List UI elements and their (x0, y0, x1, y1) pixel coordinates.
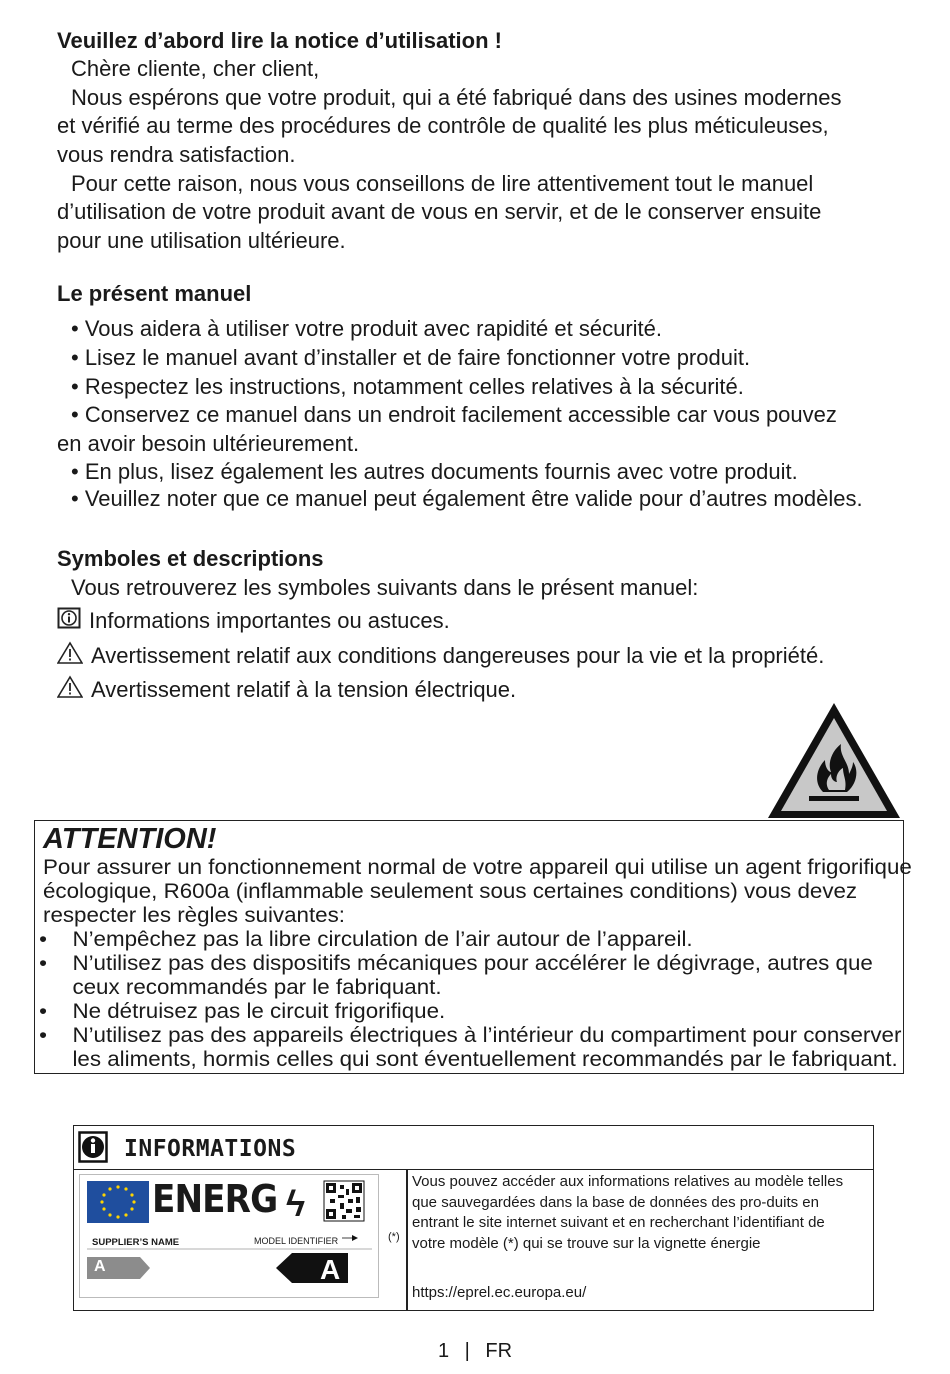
footer-separator: | (464, 1340, 470, 1362)
warning-icon (57, 641, 91, 671)
information-title: INFORMATIONS (124, 1136, 297, 1162)
information-header (74, 1126, 873, 1170)
information-url[interactable]: https://eprel.ec.europa.eu/ (412, 1284, 587, 1301)
symbol-row-warning (57, 641, 824, 671)
page-number: 1 (437, 1340, 450, 1362)
lightning-icon: ϟ (286, 1183, 306, 1224)
attention-item: • Ne détruisez pas le circuit frigorifique. (39, 999, 446, 1023)
manual-bullet: • Lisez le manuel avant d’installer et de faire fonctionner votre produit. (71, 345, 751, 370)
intro-line: Nous espérons que votre produit, qui a été fabriqué dans des usines modernes (71, 85, 842, 110)
intro-line: d’utilisation de votre produit avant de vous en servir, et de le conserver ensuite (57, 199, 822, 224)
energy-label-supplier: SUPPLIER’S NAME (92, 1237, 180, 1248)
energy-label-model: MODEL IDENTIFIER (254, 1236, 339, 1246)
language-code: FR (485, 1340, 513, 1362)
intro-heading: Veuillez d’abord lire la notice d’utilisation ! (57, 28, 502, 53)
info-icon (78, 1131, 108, 1168)
information-box (73, 1125, 874, 1311)
attention-item: • N’empêchez pas la libre circulation de l’air autour de l’appareil. (39, 927, 693, 951)
intro-line: Pour cette raison, nous vous conseillons de lire attentivement tout le manuel (71, 171, 814, 196)
intro-line: Chère cliente, cher client, (71, 56, 320, 81)
attention-text: Pour assurer un fonctionnement normal de votre appareil qui utilise un agent frigorifique écologique, R600a (inflammable seulement sous certaines conditions) vous devez respecter les règles suivantes: (43, 855, 912, 927)
symbol-text: Informations importantes ou astuces. (89, 608, 450, 633)
manual-bullet: • Vous aidera à utiliser votre produit avec rapidité et sécurité. (71, 316, 663, 341)
energy-label-class-big: A (320, 1254, 341, 1285)
page-footer (0, 1340, 950, 1363)
attention-item: • N’utilisez pas des dispositifs mécaniques pour accélérer le dégivrage, autres que ceux recommandés par le fabriquant. (39, 951, 873, 999)
manual-bullet: • Conservez ce manuel dans un endroit facilement accessible car vous pouvez (71, 402, 837, 427)
attention-list (35, 927, 903, 1071)
energy-label-class-small: A (94, 1258, 106, 1275)
energy-label (79, 1174, 400, 1298)
manual-heading: Le présent manuel (57, 281, 252, 306)
attention-box (34, 820, 912, 1074)
information-text: Vous pouvez accéder aux informations relatives au modèle telles que sauvegardées dans la base de données des pro-duits en entrant le site internet suivant et en recherchant l’identifiant de votre modèle (*) qui se trouve sur la vignette énergie (412, 1173, 844, 1252)
symbol-row-info (57, 607, 450, 635)
symbols-intro: Vous retrouverez les symboles suivants dans le présent manuel: (71, 575, 699, 600)
manual-bullet: en avoir besoin ultérieurement. (57, 431, 360, 456)
attention-item: • N’utilisez pas des appareils électriques à l’intérieur du compartiment pour conserver les aliments, hormis celles qui sont éventuellement recommandés par le fabriquant. (39, 1023, 902, 1071)
intro-line: vous rendra satisfaction. (57, 142, 296, 167)
symbols-heading: Symboles et descriptions (57, 546, 324, 571)
intro-line: et vérifié au terme des procédures de contrôle de qualité les plus méticuleuses, (57, 113, 829, 138)
manual-bullet: • En plus, lisez également les autres documents fournis avec votre produit. (71, 459, 798, 484)
manual-bullet: • Respectez les instructions, notamment celles relatives à la sécurité. (71, 374, 744, 399)
symbol-text: Avertissement relatif aux conditions dangereuses pour la vie et la propriété. (91, 643, 825, 668)
energy-label-brand: ENERG (152, 1177, 278, 1221)
information-divider (406, 1169, 408, 1310)
manual-bullet: • Veuillez noter que ce manuel peut également être valide pour d’autres modèles. (71, 486, 863, 511)
flammable-warning-icon (765, 700, 903, 827)
warning-icon (57, 675, 91, 705)
intro-line: pour une utilisation ultérieure. (57, 228, 346, 253)
attention-title: ATTENTION! (43, 823, 217, 855)
info-icon (57, 607, 89, 635)
symbol-text: Avertissement relatif à la tension électrique. (91, 677, 517, 702)
symbol-row-electric (57, 675, 516, 705)
energy-label-marker: (*) (388, 1231, 400, 1243)
